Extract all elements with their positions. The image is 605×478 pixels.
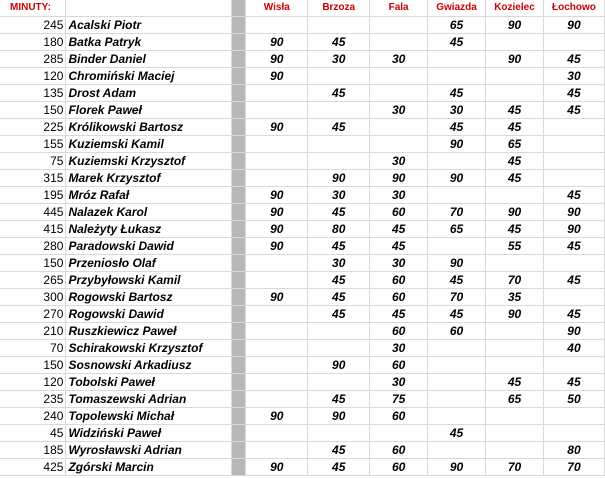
- column-separator: [232, 374, 246, 391]
- minutes-cell[interactable]: 315: [0, 170, 66, 187]
- minutes-value-cell[interactable]: [543, 425, 604, 442]
- minutes-value-cell[interactable]: 90: [543, 221, 604, 238]
- minutes-value-cell[interactable]: [246, 374, 308, 391]
- minutes-value-cell[interactable]: 60: [370, 323, 428, 340]
- minutes-cell[interactable]: 300: [0, 289, 66, 306]
- team-header-fala[interactable]: Fala: [370, 0, 428, 17]
- player-name-cell[interactable]: Acalski Piotr: [66, 17, 232, 34]
- minutes-value-cell[interactable]: [486, 323, 544, 340]
- player-name-cell[interactable]: Nalazek Karol: [66, 204, 232, 221]
- minutes-value-cell[interactable]: [428, 153, 486, 170]
- minutes-value-cell[interactable]: 35: [486, 289, 544, 306]
- minutes-value-cell[interactable]: [246, 442, 308, 459]
- team-header-wisla[interactable]: Wisła: [246, 0, 308, 17]
- table-row: [0, 204, 605, 221]
- minutes-cell[interactable]: 240: [0, 408, 66, 425]
- minutes-value-cell[interactable]: 30: [308, 51, 370, 68]
- minutes-value-cell[interactable]: [308, 425, 370, 442]
- minutes-value-cell[interactable]: 90: [246, 289, 308, 306]
- player-name-cell[interactable]: Przeniosło Olaf: [66, 255, 232, 272]
- minutes-value-cell[interactable]: [428, 51, 486, 68]
- minutes-value-cell[interactable]: [486, 34, 544, 51]
- column-separator: [232, 425, 246, 442]
- column-separator: [232, 204, 246, 221]
- minutes-cell[interactable]: 270: [0, 306, 66, 323]
- minutes-value-cell[interactable]: [246, 425, 308, 442]
- column-separator: [232, 340, 246, 357]
- minutes-value-cell[interactable]: [246, 272, 308, 289]
- column-separator: [232, 0, 246, 17]
- minutes-value-cell[interactable]: 90: [246, 68, 308, 85]
- minutes-value-cell[interactable]: [246, 391, 308, 408]
- minutes-value-cell[interactable]: 45: [428, 119, 486, 136]
- table-row: [0, 153, 605, 170]
- minutes-cell[interactable]: 120: [0, 374, 66, 391]
- minutes-value-cell[interactable]: 45: [486, 374, 544, 391]
- minutes-cell[interactable]: 225: [0, 119, 66, 136]
- minutes-value-cell[interactable]: 90: [246, 34, 308, 51]
- minutes-value-cell[interactable]: 45: [308, 289, 370, 306]
- player-name-cell[interactable]: Przybyłowski Kamil: [66, 272, 232, 289]
- minutes-value-cell[interactable]: 90: [308, 357, 370, 374]
- minutes-value-cell[interactable]: 45: [428, 85, 486, 102]
- minutes-value-cell[interactable]: 60: [428, 323, 486, 340]
- minutes-value-cell[interactable]: [543, 408, 604, 425]
- player-name-cell[interactable]: Należyty Łukasz: [66, 221, 232, 238]
- player-name-cell[interactable]: Rogowski Dawid: [66, 306, 232, 323]
- minutes-value-cell[interactable]: [308, 374, 370, 391]
- minutes-value-cell[interactable]: [543, 289, 604, 306]
- minutes-value-cell[interactable]: 60: [370, 357, 428, 374]
- minutes-value-cell[interactable]: 60: [370, 408, 428, 425]
- column-separator: [232, 459, 246, 476]
- player-name-cell[interactable]: Widziński Paweł: [66, 425, 232, 442]
- player-name-cell[interactable]: Wyrosławski Adrian: [66, 442, 232, 459]
- minutes-value-cell[interactable]: [308, 340, 370, 357]
- minutes-value-cell[interactable]: [486, 85, 544, 102]
- minutes-value-cell[interactable]: 60: [370, 272, 428, 289]
- minutes-value-cell[interactable]: [370, 425, 428, 442]
- table-row: [0, 68, 605, 85]
- minutes-value-cell[interactable]: 90: [370, 170, 428, 187]
- player-name-cell[interactable]: Kuziemski Kamil: [66, 136, 232, 153]
- column-separator: [232, 85, 246, 102]
- minutes-value-cell[interactable]: 30: [370, 340, 428, 357]
- minutes-value-cell[interactable]: [246, 306, 308, 323]
- minutes-value-cell[interactable]: [486, 255, 544, 272]
- minutes-value-cell[interactable]: 30: [370, 51, 428, 68]
- column-separator: [232, 119, 246, 136]
- minutes-value-cell[interactable]: [246, 357, 308, 374]
- minutes-value-cell[interactable]: 30: [308, 187, 370, 204]
- minutes-value-cell[interactable]: 45: [543, 102, 604, 119]
- minutes-value-cell[interactable]: [543, 255, 604, 272]
- minutes-value-cell[interactable]: 45: [428, 272, 486, 289]
- minutes-value-cell[interactable]: [308, 136, 370, 153]
- player-name-cell[interactable]: Tobolski Paweł: [66, 374, 232, 391]
- minutes-value-cell[interactable]: 45: [308, 391, 370, 408]
- minutes-value-cell[interactable]: [246, 17, 308, 34]
- table-row: [0, 34, 605, 51]
- player-name-cell[interactable]: Królikowski Bartosz: [66, 119, 232, 136]
- minutes-value-cell[interactable]: 45: [543, 51, 604, 68]
- minutes-value-cell[interactable]: [543, 170, 604, 187]
- table-row: [0, 187, 605, 204]
- minutes-value-cell[interactable]: 60: [370, 442, 428, 459]
- table-row: [0, 391, 605, 408]
- team-header-kozielec[interactable]: Kozielec: [486, 0, 544, 17]
- minutes-value-cell[interactable]: [486, 187, 544, 204]
- minutes-value-cell[interactable]: 90: [428, 170, 486, 187]
- minutes-value-cell[interactable]: 45: [486, 102, 544, 119]
- column-separator: [232, 255, 246, 272]
- minutes-cell[interactable]: 135: [0, 85, 66, 102]
- minutes-value-cell[interactable]: [428, 408, 486, 425]
- minutes-value-cell[interactable]: 90: [428, 459, 486, 476]
- minutes-value-cell[interactable]: 90: [246, 221, 308, 238]
- minutes-value-cell[interactable]: [486, 442, 544, 459]
- minutes-value-cell[interactable]: [246, 136, 308, 153]
- table-row: [0, 408, 605, 425]
- minutes-value-cell[interactable]: 75: [370, 391, 428, 408]
- minutes-value-cell[interactable]: 45: [308, 459, 370, 476]
- player-name-cell[interactable]: Sosnowski Arkadiusz: [66, 357, 232, 374]
- team-header-gwiazda[interactable]: Gwiazda: [428, 0, 486, 17]
- minutes-value-cell[interactable]: 70: [428, 289, 486, 306]
- minutes-cell[interactable]: 70: [0, 340, 66, 357]
- minutes-value-cell[interactable]: 45: [543, 85, 604, 102]
- minutes-value-cell[interactable]: [486, 357, 544, 374]
- minutes-value-cell[interactable]: [428, 357, 486, 374]
- player-name-cell[interactable]: Marek Krzysztof: [66, 170, 232, 187]
- minutes-value-cell[interactable]: [308, 323, 370, 340]
- minutes-value-cell[interactable]: [246, 153, 308, 170]
- column-separator: [232, 323, 246, 340]
- minutes-value-cell[interactable]: [486, 408, 544, 425]
- minutes-value-cell[interactable]: 30: [428, 102, 486, 119]
- minutes-cell[interactable]: 415: [0, 221, 66, 238]
- minutes-value-cell[interactable]: 90: [543, 323, 604, 340]
- minutes-value-cell[interactable]: 45: [370, 221, 428, 238]
- player-name-cell[interactable]: Binder Daniel: [66, 51, 232, 68]
- minutes-value-cell[interactable]: 90: [486, 51, 544, 68]
- column-separator: [232, 442, 246, 459]
- minutes-value-cell[interactable]: [486, 425, 544, 442]
- minutes-value-cell[interactable]: 45: [308, 306, 370, 323]
- player-name-cell[interactable]: Schirakowski Krzysztof: [66, 340, 232, 357]
- minutes-value-cell[interactable]: [246, 170, 308, 187]
- minutes-cell[interactable]: 210: [0, 323, 66, 340]
- minutes-value-cell[interactable]: 65: [428, 17, 486, 34]
- minutes-value-cell[interactable]: [543, 136, 604, 153]
- minutes-value-cell[interactable]: 90: [428, 136, 486, 153]
- minutes-value-cell[interactable]: [370, 85, 428, 102]
- minutes-value-cell[interactable]: 45: [543, 238, 604, 255]
- player-name-cell[interactable]: Ruszkiewicz Paweł: [66, 323, 232, 340]
- minutes-value-cell[interactable]: 70: [486, 459, 544, 476]
- column-separator: [232, 391, 246, 408]
- table-row: [0, 102, 605, 119]
- minutes-value-cell[interactable]: 80: [308, 221, 370, 238]
- minutes-value-cell[interactable]: [428, 187, 486, 204]
- minutes-cell[interactable]: 445: [0, 204, 66, 221]
- minutes-value-cell[interactable]: 45: [428, 425, 486, 442]
- column-separator: [232, 272, 246, 289]
- minutes-value-cell[interactable]: 30: [308, 255, 370, 272]
- minutes-value-cell[interactable]: [308, 17, 370, 34]
- player-name-cell[interactable]: Kuziemski Krzysztof: [66, 153, 232, 170]
- minutes-value-cell[interactable]: 90: [246, 51, 308, 68]
- minutes-value-cell[interactable]: [308, 68, 370, 85]
- minutes-value-cell[interactable]: 90: [543, 204, 604, 221]
- minutes-value-cell[interactable]: 65: [486, 391, 544, 408]
- minutes-value-cell[interactable]: 70: [428, 204, 486, 221]
- table-row: [0, 425, 605, 442]
- player-name-cell[interactable]: Florek Paweł: [66, 102, 232, 119]
- minutes-value-cell[interactable]: [308, 153, 370, 170]
- minutes-value-cell[interactable]: 90: [486, 17, 544, 34]
- minutes-value-cell[interactable]: [428, 442, 486, 459]
- minutes-cell[interactable]: 235: [0, 391, 66, 408]
- column-separator: [232, 17, 246, 34]
- column-separator: [232, 408, 246, 425]
- minutes-cell[interactable]: 265: [0, 272, 66, 289]
- column-separator: [232, 221, 246, 238]
- table-row: [0, 85, 605, 102]
- minutes-value-cell[interactable]: 90: [428, 255, 486, 272]
- minutes-value-cell[interactable]: [543, 34, 604, 51]
- minutes-value-cell[interactable]: 90: [486, 306, 544, 323]
- minutes-value-cell[interactable]: 45: [543, 374, 604, 391]
- player-name-cell[interactable]: Mróz Rafał: [66, 187, 232, 204]
- table-row: [0, 272, 605, 289]
- minutes-value-cell[interactable]: 65: [428, 221, 486, 238]
- minutes-header[interactable]: MINUTY:: [0, 0, 66, 17]
- minutes-value-cell[interactable]: [246, 255, 308, 272]
- player-name-cell[interactable]: Rogowski Bartosz: [66, 289, 232, 306]
- minutes-value-cell[interactable]: 45: [486, 221, 544, 238]
- minutes-value-cell[interactable]: 45: [428, 34, 486, 51]
- minutes-value-cell[interactable]: [543, 153, 604, 170]
- table-row: [0, 17, 605, 34]
- minutes-value-cell[interactable]: 30: [370, 102, 428, 119]
- minutes-cell[interactable]: 155: [0, 136, 66, 153]
- table-row: [0, 51, 605, 68]
- table-row: [0, 170, 605, 187]
- minutes-value-cell[interactable]: 45: [486, 119, 544, 136]
- minutes-value-cell[interactable]: 90: [246, 119, 308, 136]
- player-name-cell[interactable]: Zgórski Marcin: [66, 459, 232, 476]
- minutes-value-cell[interactable]: [543, 357, 604, 374]
- minutes-value-cell[interactable]: 90: [246, 408, 308, 425]
- header-row: [0, 0, 605, 17]
- team-header-brzoza[interactable]: Brzoza: [308, 0, 370, 17]
- player-name-cell[interactable]: Chromiński Maciej: [66, 68, 232, 85]
- minutes-cell[interactable]: 245: [0, 17, 66, 34]
- minutes-cell[interactable]: 280: [0, 238, 66, 255]
- team-header-lochowo[interactable]: Łochowo: [543, 0, 604, 17]
- minutes-value-cell[interactable]: [246, 340, 308, 357]
- table-row: [0, 323, 605, 340]
- minutes-value-cell[interactable]: [428, 68, 486, 85]
- minutes-value-cell[interactable]: 45: [308, 119, 370, 136]
- minutes-value-cell[interactable]: 60: [370, 289, 428, 306]
- minutes-value-cell[interactable]: [370, 136, 428, 153]
- minutes-value-cell[interactable]: 90: [246, 459, 308, 476]
- minutes-value-cell[interactable]: [486, 340, 544, 357]
- minutes-value-cell[interactable]: 80: [543, 442, 604, 459]
- minutes-value-cell[interactable]: 45: [543, 306, 604, 323]
- minutes-value-cell[interactable]: [486, 68, 544, 85]
- column-separator: [232, 187, 246, 204]
- minutes-value-cell[interactable]: 45: [308, 442, 370, 459]
- column-separator: [232, 170, 246, 187]
- minutes-value-cell[interactable]: 45: [370, 238, 428, 255]
- minutes-value-cell[interactable]: 70: [486, 272, 544, 289]
- minutes-cell[interactable]: 180: [0, 34, 66, 51]
- minutes-value-cell[interactable]: 30: [370, 187, 428, 204]
- table-row: [0, 221, 605, 238]
- minutes-value-cell[interactable]: [428, 340, 486, 357]
- minutes-value-cell[interactable]: 45: [486, 153, 544, 170]
- minutes-value-cell[interactable]: 50: [543, 391, 604, 408]
- minutes-value-cell[interactable]: 45: [486, 170, 544, 187]
- player-name-cell[interactable]: Drost Adam: [66, 85, 232, 102]
- minutes-value-cell[interactable]: 45: [543, 187, 604, 204]
- minutes-value-cell[interactable]: 60: [370, 204, 428, 221]
- table-row: [0, 442, 605, 459]
- minutes-value-cell[interactable]: 45: [543, 272, 604, 289]
- table-row: [0, 306, 605, 323]
- player-name-cell[interactable]: Topolewski Michał: [66, 408, 232, 425]
- minutes-value-cell[interactable]: 90: [308, 170, 370, 187]
- minutes-value-cell[interactable]: 60: [370, 459, 428, 476]
- minutes-value-cell[interactable]: 45: [308, 34, 370, 51]
- minutes-cell[interactable]: 150: [0, 255, 66, 272]
- minutes-value-cell[interactable]: [370, 119, 428, 136]
- minutes-cell[interactable]: 150: [0, 357, 66, 374]
- minutes-value-cell[interactable]: [246, 323, 308, 340]
- minutes-value-cell[interactable]: 45: [370, 306, 428, 323]
- minutes-cell[interactable]: 120: [0, 68, 66, 85]
- minutes-cell[interactable]: 185: [0, 442, 66, 459]
- table-row: [0, 374, 605, 391]
- column-separator: [232, 51, 246, 68]
- minutes-value-cell[interactable]: 90: [486, 204, 544, 221]
- table-row: [0, 357, 605, 374]
- minutes-value-cell[interactable]: 55: [486, 238, 544, 255]
- column-separator: [232, 357, 246, 374]
- column-separator: [232, 153, 246, 170]
- column-separator: [232, 68, 246, 85]
- minutes-cell[interactable]: 425: [0, 459, 66, 476]
- table-row: [0, 255, 605, 272]
- minutes-value-cell[interactable]: [428, 374, 486, 391]
- minutes-value-cell[interactable]: 90: [246, 238, 308, 255]
- minutes-value-cell[interactable]: 90: [308, 408, 370, 425]
- minutes-value-cell[interactable]: [543, 119, 604, 136]
- minutes-value-cell[interactable]: [428, 391, 486, 408]
- table-row: [0, 136, 605, 153]
- minutes-cell[interactable]: 150: [0, 102, 66, 119]
- minutes-value-cell[interactable]: 45: [308, 85, 370, 102]
- minutes-value-cell[interactable]: 45: [308, 272, 370, 289]
- column-separator: [232, 306, 246, 323]
- minutes-value-cell[interactable]: 70: [543, 459, 604, 476]
- column-separator: [232, 289, 246, 306]
- minutes-cell[interactable]: 195: [0, 187, 66, 204]
- name-header[interactable]: [66, 0, 232, 17]
- minutes-value-cell[interactable]: [428, 238, 486, 255]
- column-separator: [232, 102, 246, 119]
- minutes-value-cell[interactable]: 45: [428, 306, 486, 323]
- minutes-value-cell[interactable]: [308, 102, 370, 119]
- minutes-value-cell[interactable]: 45: [308, 204, 370, 221]
- minutes-value-cell[interactable]: 30: [370, 374, 428, 391]
- table-row: [0, 289, 605, 306]
- minutes-value-cell[interactable]: 90: [246, 204, 308, 221]
- minutes-cell[interactable]: 285: [0, 51, 66, 68]
- minutes-value-cell[interactable]: [370, 17, 428, 34]
- minutes-value-cell[interactable]: 30: [370, 255, 428, 272]
- player-rows: [0, 17, 605, 476]
- minutes-value-cell[interactable]: [370, 34, 428, 51]
- minutes-value-cell[interactable]: [246, 85, 308, 102]
- minutes-value-cell[interactable]: [246, 102, 308, 119]
- table-row: [0, 340, 605, 357]
- minutes-cell[interactable]: 75: [0, 153, 66, 170]
- minutes-value-cell[interactable]: 65: [486, 136, 544, 153]
- minutes-value-cell[interactable]: 30: [370, 153, 428, 170]
- column-separator: [232, 238, 246, 255]
- table-row: [0, 459, 605, 476]
- player-name-cell[interactable]: Paradowski Dawid: [66, 238, 232, 255]
- table-row: [0, 238, 605, 255]
- minutes-value-cell[interactable]: 40: [543, 340, 604, 357]
- column-separator: [232, 136, 246, 153]
- minutes-value-cell[interactable]: 45: [308, 238, 370, 255]
- minutes-cell[interactable]: 45: [0, 425, 66, 442]
- player-name-cell[interactable]: Tomaszewski Adrian: [66, 391, 232, 408]
- table-row: [0, 119, 605, 136]
- player-name-cell[interactable]: Batka Patryk: [66, 34, 232, 51]
- minutes-value-cell[interactable]: 30: [543, 68, 604, 85]
- minutes-value-cell[interactable]: 90: [246, 187, 308, 204]
- column-separator: [232, 34, 246, 51]
- minutes-value-cell[interactable]: [370, 68, 428, 85]
- minutes-value-cell[interactable]: 90: [543, 17, 604, 34]
